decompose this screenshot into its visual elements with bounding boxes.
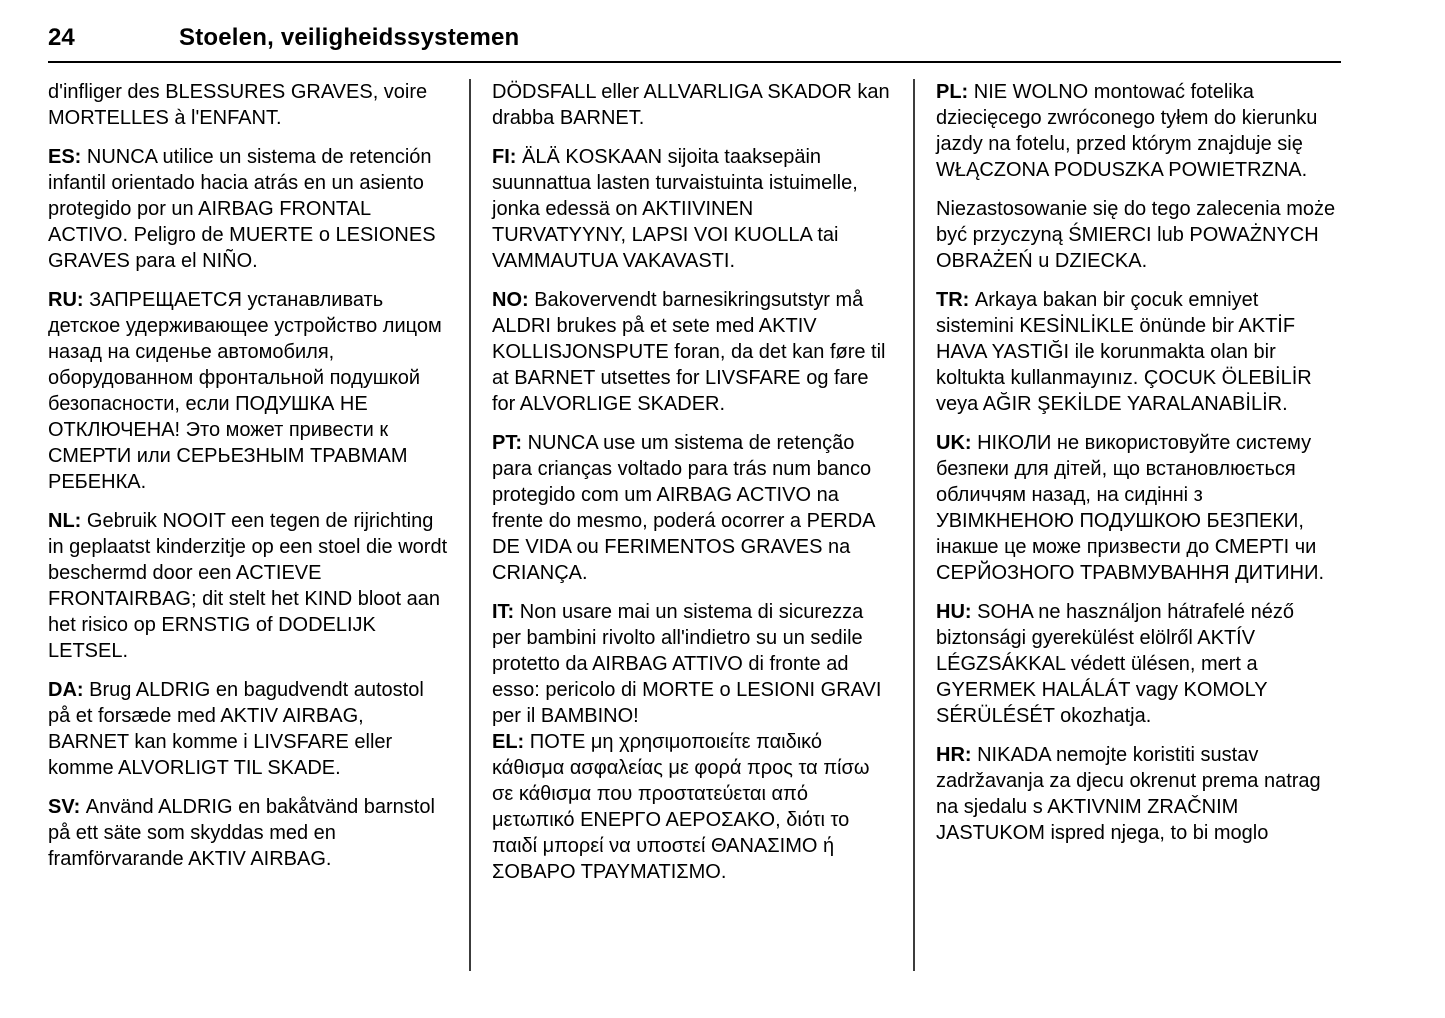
- columns-container: [48, 79, 1341, 971]
- warning-paragraph: Niezastosowanie się do tego zalecenia może być przyczyną ŚMIERCI lub POWAŻNYCH OBRAŻEŃ u DZIECKA.: [936, 198, 1336, 272]
- page-header: [48, 24, 1341, 52]
- warning-paragraph-hu: HU: SOHA ne használjon hátrafelé néző biztonsági gyerekülést elölről AKTÍV LÉGZSÁKKAL védett ülésen, mert a GYERMEK HALÁLÁT vagy KOMOLY SÉRÜLÉSÉT okozhatja.: [936, 601, 1294, 727]
- warning-paragraph: DÖDSFALL eller ALLVARLIGA SKADOR kan drabba BARNET.: [492, 81, 890, 129]
- warning-paragraph-no: NO: Bakovervendt barnesikringsutstyr må ALDRI brukes på et sete med AKTIV KOLLISJONSPUTE foran, da det kan føre til at BARNET utsettes for LIVSFARE og fare for ALVORLIGE SKADER.: [492, 289, 886, 415]
- warning-paragraph-ru: RU: ЗАПРЕЩАЕТСЯ устанавливать детское удерживающее устройство лицом назад на сиденье автомобиля, оборудованном фронтальной подушкой безопасности, если ПОДУШКА НЕ ОТКЛЮЧЕНА! Это может привести к СМЕРТИ или СЕРЬЕЗНЫМ ТРАВМАМ РЕБЕНКА.: [48, 289, 442, 493]
- language-code: NL:: [48, 510, 87, 532]
- warning-paragraph-tr: TR: Arkaya bakan bir çocuk emniyet sistemini KESİNLİKLE önünde bir AKTİF HAVA YASTIĞI ile korunmakta olan bir koltukta kullanmayınız. ÇOCUK ÖLEBİLİR veya AĞIR ŞEKİLDE YARALANABİLİR.: [936, 289, 1312, 415]
- language-code: PL:: [936, 81, 974, 103]
- language-code: DA:: [48, 679, 90, 701]
- language-code: EL:: [492, 731, 530, 753]
- language-code: IT:: [492, 601, 520, 623]
- language-code: SV:: [48, 796, 86, 818]
- language-code: HU:: [936, 601, 978, 623]
- language-code: ES:: [48, 146, 87, 168]
- column-divider-2: [913, 79, 915, 971]
- text-column-2: [492, 79, 892, 971]
- language-code: HR:: [936, 744, 978, 766]
- warning-paragraph-sv: SV: Använd ALDRIG en bakåtvänd barnstol på ett säte som skyddas med en framförvarande AKTIV AIRBAG.: [48, 796, 435, 870]
- text-column-1: [48, 79, 448, 971]
- warning-paragraph-es: ES: NUNCA utilice un sistema de retención infantil orientado hacia atrás en un asiento protegido por un AIRBAG FRONTAL ACTIVO. Peligro de MUERTE o LESIONES GRAVES para el NIÑO.: [48, 146, 436, 272]
- page-title: Stoelen, veiligheidssystemen: [179, 24, 520, 51]
- warning-paragraph-fi: FI: ÄLÄ KOSKAAN sijoita taaksepäin suunnattua lasten turvaistuinta istuimelle, jonka edessä on AKTIIVINEN TURVATYYNY, LAPSI VOI KUOLLA tai VAMMAUTUA VAKAVASTI.: [492, 146, 858, 272]
- language-code: TR:: [936, 289, 975, 311]
- text-column-3: [936, 79, 1336, 971]
- warning-paragraph-it: IT: Non usare mai un sistema di sicurezza per bambini rivolto all'indietro su un sedile protetto da AIRBAG ATTIVO di fronte ad esso: pericolo di MORTE o LESIONI GRAVI per il BAMBINO! EL: ΠΟΤΕ μη χρησιμοποιείτε παιδικό κάθισμα ασφαλείας με φορά προς τα πίσω σε κάθισμα που προστατεύεται από μετωπικό ΕΝΕΡΓΟ ΑΕΡΟΣΑΚΟ, διότι το παιδί μπορεί να υποστεί ΘΑΝΑΣΙΜΟ ή ΣΟΒΑΡΟ ΤΡΑΥΜΑΤΙΣΜΟ.: [492, 601, 882, 883]
- language-code: FI:: [492, 146, 522, 168]
- page-number: 24: [48, 24, 75, 51]
- warning-paragraph-pt: PT: NUNCA use um sistema de retenção para crianças voltado para trás num banco protegido com um AIRBAG ACTIVO na frente do mesmo, poderá ocorrer a PERDA DE VIDA ou FERIMENTOS GRAVES na CRIANÇA.: [492, 432, 875, 584]
- warning-paragraph-nl: NL: Gebruik NOOIT een tegen de rijrichting in geplaatst kinderzitje op een stoel die wordt beschermd door een ACTIEVE FRONTAIRBAG; dit stelt het KIND bloot aan het risico op ERNSTIG of DODELIJK LETSEL.: [48, 510, 448, 662]
- language-code: PT:: [492, 432, 528, 454]
- warning-paragraph-uk: UK: НІКОЛИ не використовуйте систему безпеки для дітей, що встановлюється обличчям назад, на сидінні з УВІМКНЕНОЮ ПОДУШКОЮ БЕЗПЕКИ, інакше це може призвести до СМЕРТІ чи СЕРЙОЗНОГО ТРАВМУВАННЯ ДИТИНИ.: [936, 432, 1325, 584]
- warning-paragraph-da: DA: Brug ALDRIG en bagudvendt autostol på et forsæde med AKTIV AIRBAG, BARNET kan komme i LIVSFARE eller komme ALVORLIGT TIL SKADE.: [48, 679, 424, 779]
- warning-paragraph: d'infliger des BLESSURES GRAVES, voire MORTELLES à l'ENFANT.: [48, 81, 428, 129]
- language-code: RU:: [48, 289, 90, 311]
- language-code: UK:: [936, 432, 978, 454]
- warning-paragraph-pl: PL: NIE WOLNO montować fotelika dziecięcego zwróconego tyłem do kierunku jazdy na fotelu, przed którym znajduje się WŁĄCZONA PODUSZKA POWIETRZNA.: [936, 81, 1318, 181]
- header-rule: [48, 61, 1341, 63]
- warning-paragraph-hr: HR: NIKADA nemojte koristiti sustav zadržavanja za djecu okrenut prema natrag na sjedalu s AKTIVNIM ZRAČNIM JASTUKOM ispred njega, to bi moglo: [936, 744, 1321, 844]
- language-code: NO:: [492, 289, 535, 311]
- column-divider-1: [469, 79, 471, 971]
